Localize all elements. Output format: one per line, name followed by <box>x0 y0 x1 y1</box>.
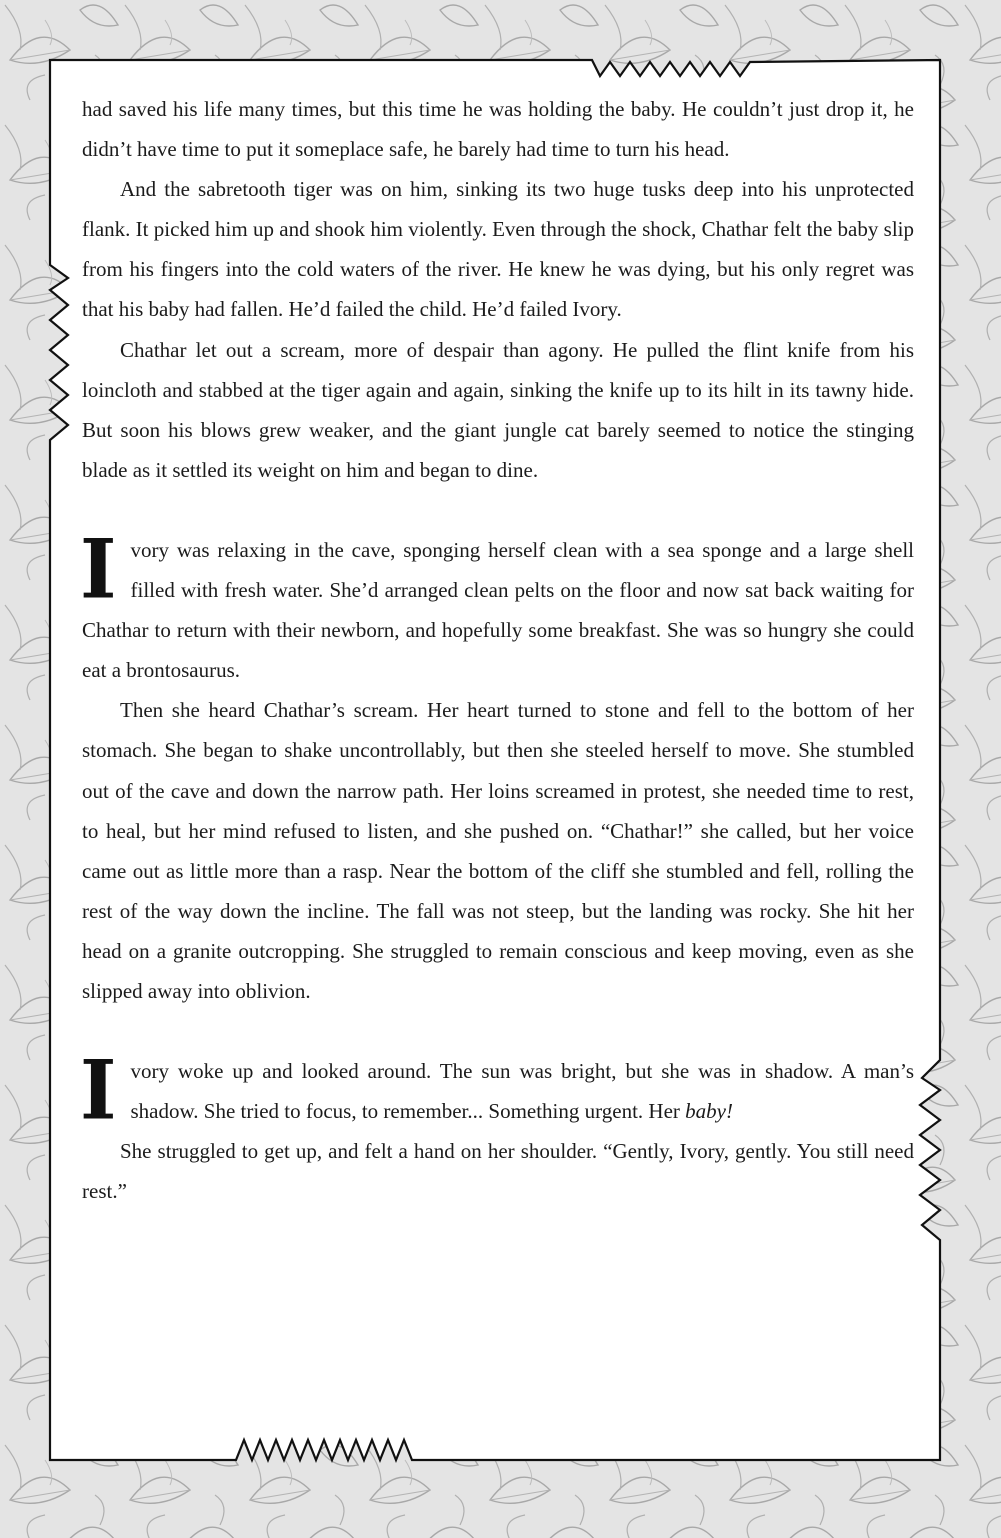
section-break <box>82 490 914 530</box>
paragraph-text: vory woke up and looked around. The sun was bright, but she was in shadow. A man’s shadow. She tried to focus, to remember... Something urgent. Her <box>130 1059 914 1124</box>
paragraph: Then she heard Chathar’s scream. Her heart turned to stone and fell to the bottom of her stomach. She began to shake uncontrollably, but then she steeled herself to move. She stumbled out of the cave and down the narrow path. Her loins screamed in protest, she needed time to rest, to heal, but her mind refused to listen, and she pushed on. “Chathar!” she called, but her voice came out as little more than a rasp. Near the bottom of the cliff she stumbled and fell, rolling the rest of the way down the incline. The fall was not steep, but the landing was rocky. She hit her head on a granite outcropping. She struggled to remain conscious and keep moving, even as she slipped away into oblivion. <box>82 698 914 1003</box>
story-text-column <box>82 89 914 1211</box>
paragraph-with-dropcap <box>80 521 914 690</box>
paragraph-text: vory was relaxing in the cave, sponging herself clean with a sea sponge and a large shell filled with fresh water. She’d arranged clean pelts on the floor and now sat back waiting for Chathar to return with their newborn, and hopefully some breakfast. She was so hungry she could eat a brontosaurus. <box>82 537 914 683</box>
paragraph: And the sabretooth tiger was on him, sinking its two huge tusks deep into his unprotected flank. It picked him up and shook him violently. Even through the shock, Chathar felt the baby slip from his fingers into the cold waters of the river. He knew he was dying, but his only regret was that his baby had fallen. He’d failed the child. He’d failed Ivory. <box>82 177 914 322</box>
paragraph-with-dropcap <box>80 1042 914 1139</box>
drop-cap: I <box>80 1042 117 1139</box>
paragraph: had saved his life many times, but this time he was holding the baby. He couldn’t just drop it, he didn’t have time to put it someplace safe, he barely had time to turn his head. <box>82 97 914 162</box>
drop-cap: I <box>80 521 117 618</box>
section-break <box>82 1011 914 1051</box>
paragraph: Chathar let out a scream, more of despair than agony. He pulled the flint knife from his loincloth and stabbed at the tiger again and again, sinking the knife up to its hilt in its tawny hide. But soon his blows grew weaker, and the giant jungle cat barely seemed to notice the stinging blade as it settled its weight on him and began to dine. <box>82 337 914 482</box>
italic-emphasis: baby! <box>685 1099 733 1124</box>
paragraph: She struggled to get up, and felt a hand on her shoulder. “Gently, Ivory, gently. You still need rest.” <box>82 1139 914 1204</box>
